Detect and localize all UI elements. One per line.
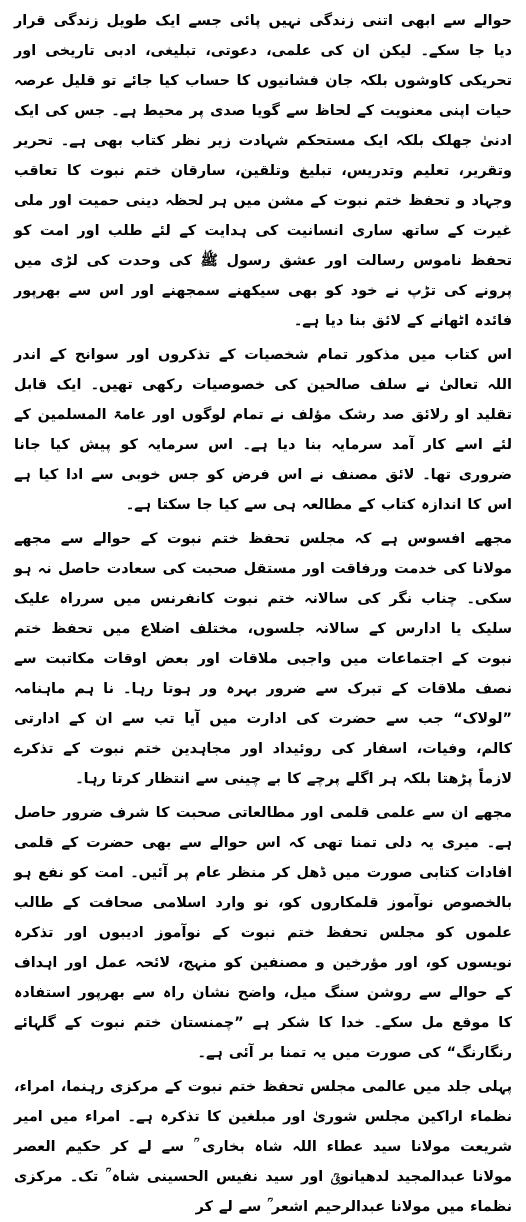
paragraph-5: پہلی جلد میں عالمی مجلس تحفظ ختم نبوت کے مرکزی رہنما، امراء، نظماء اراکین مجلس شوریٰ اور مبلغین کا تذکرہ ہے۔ امراء میں امیر شریعت مولانا سید عطاء اللہ شاہ بخاری ؒ سے لے کر حکیم العصر مولانا عبدالمجید لدھیانویؒ اور سید نفیس الحسینی شاہ ؒ تک۔ مرکزی نظماء میں مولانا عبدالرحیم اشعر ؒ سے لے کر [14,1079,512,1215]
paragraph-2: اس کتاب میں مذکور تمام شخصیات کے تذکروں اور سوانح کے اندر اللہ تعالیٰ نے سلف صالحین کی خصوصیات رکھی تھیں۔ ایک قابل تقلید او رلائق صد رشک مؤلف نے تمام لوگوں اور عامۃ المسلمین کے لئے اسے کار آمد سرمایہ بنا دیا ہے۔ اس سرمایہ کو پیش کیا جانا ضروری تھا۔ لائق مصنف نے اس فرض کو جس خوبی سے ادا کیا ہے اس کا اندازہ کتاب کے مطالعہ ہی سے کیا جا سکتا ہے۔ [14,347,512,513]
paragraph-1: حوالے سے ابھی اتنی زندگی نہیں پائی جسے ایک طویل زندگی قرار دیا جا سکے۔ لیکن ان کی علمی، دعوتی، تبلیغی، ادبی تاریخی اور تحریکی کاوشوں بلکہ جان فشانیوں کا حساب کیا جائے تو قلیل عرصہ حیات اپنی معنویت کے لحاظ سے گویا صدی پر محیط ہے۔ جس کی ایک ادنیٰ جھلک بلکہ ایک مستحکم شہادت زیر نظر کتاب بھی ہے۔ تحریر وتقریر، تعلیم وتدریس، تبلیغ وتلقین، سارقان ختم نبوت کا تعاقب وجہاد و تحفظ ختم نبوت کے مشن میں ہر لحظہ دینی حمیت اور ملی غیرت کے ساتھ ساری انسانیت کی ہدایت کے لئے طلب اور امت کو تحفظ ناموس رسالت اور عشق رسول ﷺ کی وحدت کی لڑی میں پرونے کی تڑپ نے خود کو بھی سیکھنے سمجھنے اور اس سے بھرپور فائدہ اٹھانے کے لائق بنا دیا ہے۔ [14,13,512,329]
document-page [14,6,512,1215]
paragraph-3: مجھے افسوس ہے کہ مجلس تحفظ ختم نبوت کے حوالے سے مجھے مولانا کی خدمت ورفاقت اور مستقل صحبت کی سعادت حاصل نہ ہو سکی۔ چناب نگر کی سالانہ ختم نبوت کانفرنس میں سرراہ علیک سلیک یا ادارس کے سالانہ جلسوں، مختلف اضلاع میں تحفظ ختم نبوت کے اجتماعات میں واجبی ملاقات اور بعض اوقات مکاتبت سے نصف ملاقات کے تبرک سے ضرور بہرہ ور ہوتا رہا۔ نا ہم ماہنامہ ”لولاک“ جب سے حضرت کی ادارت میں آیا تب سے ان کے ادارتی کالم، وفیات، اسفار کی روئیداد اور مجاہدین ختم نبوت کے تذکرے لازماً پڑھتا بلکہ ہر اگلے پرچے کا بے چینی سے انتظار کرتا رہا۔ [14,531,512,787]
paragraph-4: مجھے ان سے علمی قلمی اور مطالعاتی صحبت کا شرف ضرور حاصل ہے۔ میری یہ دلی تمنا تھی کہ اس حوالے سے بھی حضرت کے قلمی افادات کتابی صورت میں ڈھل کر منظر عام پر آئیں۔ امت کو نفع ہو بالخصوص نوآموز قلمکاروں کو، نو وارد اسلامی صحافت کے طالب علموں کو مجلس تحفظ ختم نبوت کے نوآموز ادیبوں اور تذکرہ نویسوں کو، اور مؤرخین و مصنفین کو منہج، لائحہ عمل اور اہداف کے حوالے سے روشن سنگ میل، واضح نشان راہ سے بھرپور استفادہ کا موقع مل سکے۔ خدا کا شکر ہے ”چمنستان ختم نبوت کے گلہائے رنگارنگ“ کی صورت میں یہ تمنا بر آئی ہے۔ [14,805,512,1061]
